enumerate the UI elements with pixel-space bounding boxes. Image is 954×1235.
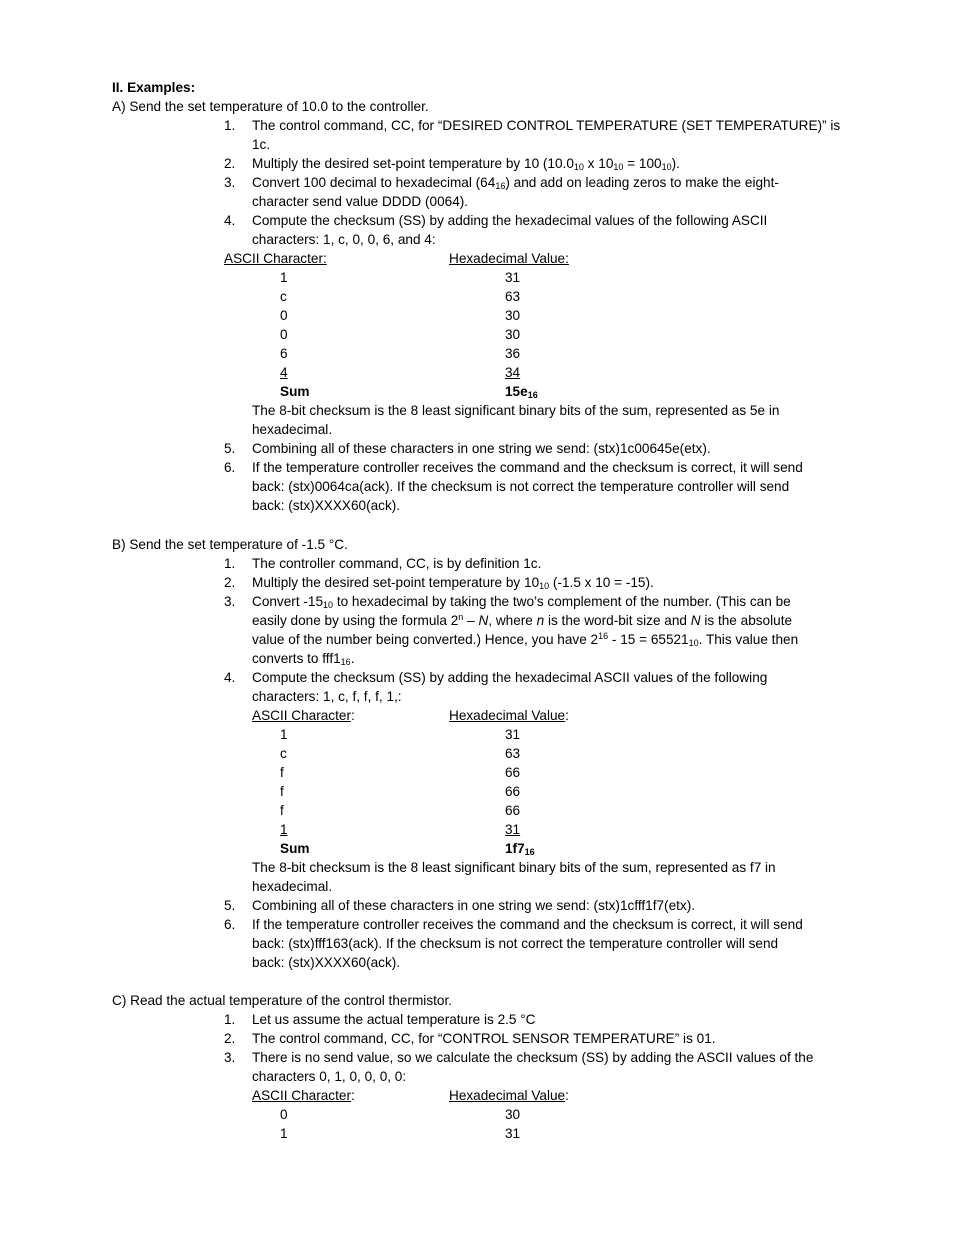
a-hex-cell: 30 bbox=[505, 308, 521, 323]
b-step-5-text: Combining all of these characters in one string we send: (stx)1cfff1f7(etx). bbox=[252, 898, 696, 913]
a-hex-cell: 30 bbox=[505, 327, 521, 342]
a-step-2-text: Multiply the desired set-point temperature by 10 ($10.0_{10}$ x $10_{10} = 100_{10}$). bbox=[252, 156, 680, 172]
a-step-3-text-cont: character send value DDDD (0064). bbox=[252, 194, 469, 209]
b-step-4-text-cont: characters: 1, c, f, f, f, 1,: bbox=[252, 689, 402, 704]
a-step-3-text: Convert 100 decimal to hexadecimal $(64_{16})$ and add on leading zeros to make the eight- bbox=[252, 175, 779, 191]
b-ascii-cell: f bbox=[280, 803, 284, 818]
b-step-2-text: Multiply the desired set-point temperature by $10_{10}$ (-1.5 x 10 = -15). bbox=[252, 575, 654, 591]
a-sum-value: $15e_{16}$ bbox=[505, 384, 538, 400]
a-ascii-cell: 0 bbox=[280, 308, 288, 323]
a-checksum-note: The 8-bit checksum is the 8 least significant binary bits of the sum, represented as 5e in bbox=[252, 403, 780, 418]
a-step-5-number: 5. bbox=[224, 441, 236, 456]
b-ascii-cell: 1 bbox=[280, 822, 288, 837]
b-hex-cell: 31 bbox=[505, 727, 521, 742]
b-hex-cell: 63 bbox=[505, 746, 521, 761]
b-step-3-text-cont: converts to $fff1_{16}$. bbox=[252, 651, 355, 667]
c-step-1-number: 1. bbox=[224, 1012, 236, 1027]
c-hex-cell: 31 bbox=[505, 1126, 521, 1141]
a-hex-cell: 36 bbox=[505, 346, 521, 361]
b-step-3-text-cont: value of the number being converted.) Hence, you have $2^{16} - 15 = 65521_{10}$. This value then bbox=[252, 631, 799, 648]
c-hex-cell: 30 bbox=[505, 1107, 521, 1122]
b-step-4-text: Compute the checksum (SS) by adding the hexadecimal ASCII values of the following bbox=[252, 670, 768, 685]
b-step-4-number: 4. bbox=[224, 670, 236, 685]
example-b-title: B) Send the set temperature of -1.5 °C. bbox=[112, 537, 348, 552]
b-ascii-cell: 1 bbox=[280, 727, 288, 742]
b-step-1-number: 1. bbox=[224, 556, 236, 571]
b-hex-column-header: Hexadecimal Value: bbox=[449, 708, 569, 723]
a-step-1-number: 1. bbox=[224, 118, 236, 133]
c-ascii-column-header: ASCII Character: bbox=[252, 1088, 355, 1103]
c-step-3-text: There is no send value, so we calculate the checksum (SS) by adding the ASCII values of the bbox=[252, 1050, 814, 1065]
section-heading: II. Examples: bbox=[112, 80, 196, 95]
a-ascii-cell: 0 bbox=[280, 327, 288, 342]
b-step-2-number: 2. bbox=[224, 575, 236, 590]
c-step-3-number: 3. bbox=[224, 1050, 236, 1065]
b-hex-cell: 66 bbox=[505, 784, 521, 799]
a-step-1-text-cont: 1c. bbox=[252, 137, 271, 152]
b-step-3-number: 3. bbox=[224, 594, 236, 609]
b-ascii-cell: f bbox=[280, 765, 284, 780]
a-hex-cell: 63 bbox=[505, 289, 521, 304]
a-step-2-number: 2. bbox=[224, 156, 236, 171]
b-step-3-text: Convert $-15_{10}$ to hexadecimal by taking the two’s complement of the number. (This can be bbox=[252, 594, 791, 610]
a-ascii-cell: 4 bbox=[280, 365, 288, 380]
b-step-6-text: If the temperature controller receives the command and the checksum is correct, it will send bbox=[252, 917, 803, 932]
a-ascii-column-header: ASCII Character: bbox=[224, 251, 327, 266]
b-ascii-column-header: ASCII Character: bbox=[252, 708, 355, 723]
c-step-2-number: 2. bbox=[224, 1031, 236, 1046]
b-hex-cell: 31 bbox=[505, 822, 521, 837]
a-step-1-text: The control command, CC, for “DESIRED CONTROL TEMPERATURE (SET TEMPERATURE)” is bbox=[252, 118, 841, 133]
b-sum-label: Sum bbox=[280, 841, 310, 856]
b-sum-value: $1f7_{16}$ bbox=[505, 841, 535, 857]
c-hex-column-header: Hexadecimal Value: bbox=[449, 1088, 569, 1103]
example-c-title: C) Read the actual temperature of the control thermistor. bbox=[112, 993, 453, 1008]
a-step-6-text: If the temperature controller receives the command and the checksum is correct, it will send bbox=[252, 460, 803, 475]
a-ascii-cell: 6 bbox=[280, 346, 288, 361]
b-step-3-text-cont: easily done by using the formula 2$^n$ – N, where n is the word-bit size and N is the absolute bbox=[252, 612, 793, 628]
c-step-2-text: The control command, CC, for “CONTROL SENSOR TEMPERATURE” is 01. bbox=[252, 1031, 716, 1046]
b-hex-cell: 66 bbox=[505, 765, 521, 780]
a-hex-column-header: Hexadecimal Value: bbox=[449, 251, 569, 266]
b-hex-cell: 66 bbox=[505, 803, 521, 818]
a-hex-cell: 31 bbox=[505, 270, 521, 285]
a-step-5-text: Combining all of these characters in one string we send: (stx)1c00645e(etx). bbox=[252, 441, 711, 456]
c-ascii-cell: 1 bbox=[280, 1126, 288, 1141]
a-sum-label: Sum bbox=[280, 384, 310, 399]
b-ascii-cell: c bbox=[280, 746, 287, 761]
a-step-6-number: 6. bbox=[224, 460, 236, 475]
b-checksum-note: The 8-bit checksum is the 8 least significant binary bits of the sum, represented as f7 in bbox=[252, 860, 776, 875]
b-checksum-note-cont: hexadecimal. bbox=[252, 879, 333, 894]
example-a-title: A) Send the set temperature of 10.0 to the controller. bbox=[112, 99, 429, 114]
a-step-4-text-cont: characters: 1, c, 0, 0, 6, and 4: bbox=[252, 232, 436, 247]
b-step-6-number: 6. bbox=[224, 917, 236, 932]
b-step-1-text: The controller command, CC, is by definition 1c. bbox=[252, 556, 542, 571]
a-checksum-note-cont: hexadecimal. bbox=[252, 422, 333, 437]
a-step-4-number: 4. bbox=[224, 213, 236, 228]
b-step-6-text-cont: back: (stx)fff163(ack). If the checksum is not correct the temperature controller will send bbox=[252, 936, 779, 951]
a-ascii-cell: c bbox=[280, 289, 287, 304]
a-step-3-number: 3. bbox=[224, 175, 236, 190]
b-ascii-cell: f bbox=[280, 784, 284, 799]
b-step-5-number: 5. bbox=[224, 898, 236, 913]
c-ascii-cell: 0 bbox=[280, 1107, 288, 1122]
a-step-6-text-cont: back: (stx)0064ca(ack). If the checksum is not correct the temperature controller will send bbox=[252, 479, 790, 494]
c-step-3-text-cont: characters 0, 1, 0, 0, 0, 0: bbox=[252, 1069, 407, 1084]
a-step-6-text-cont: back: (stx)XXXX60(ack). bbox=[252, 498, 401, 513]
a-hex-cell: 34 bbox=[505, 365, 521, 380]
a-step-4-text: Compute the checksum (SS) by adding the hexadecimal values of the following ASCII bbox=[252, 213, 768, 228]
c-step-1-text: Let us assume the actual temperature is 2.5 °C bbox=[252, 1012, 536, 1027]
a-ascii-cell: 1 bbox=[280, 270, 288, 285]
b-step-6-text-cont: back: (stx)XXXX60(ack). bbox=[252, 955, 401, 970]
